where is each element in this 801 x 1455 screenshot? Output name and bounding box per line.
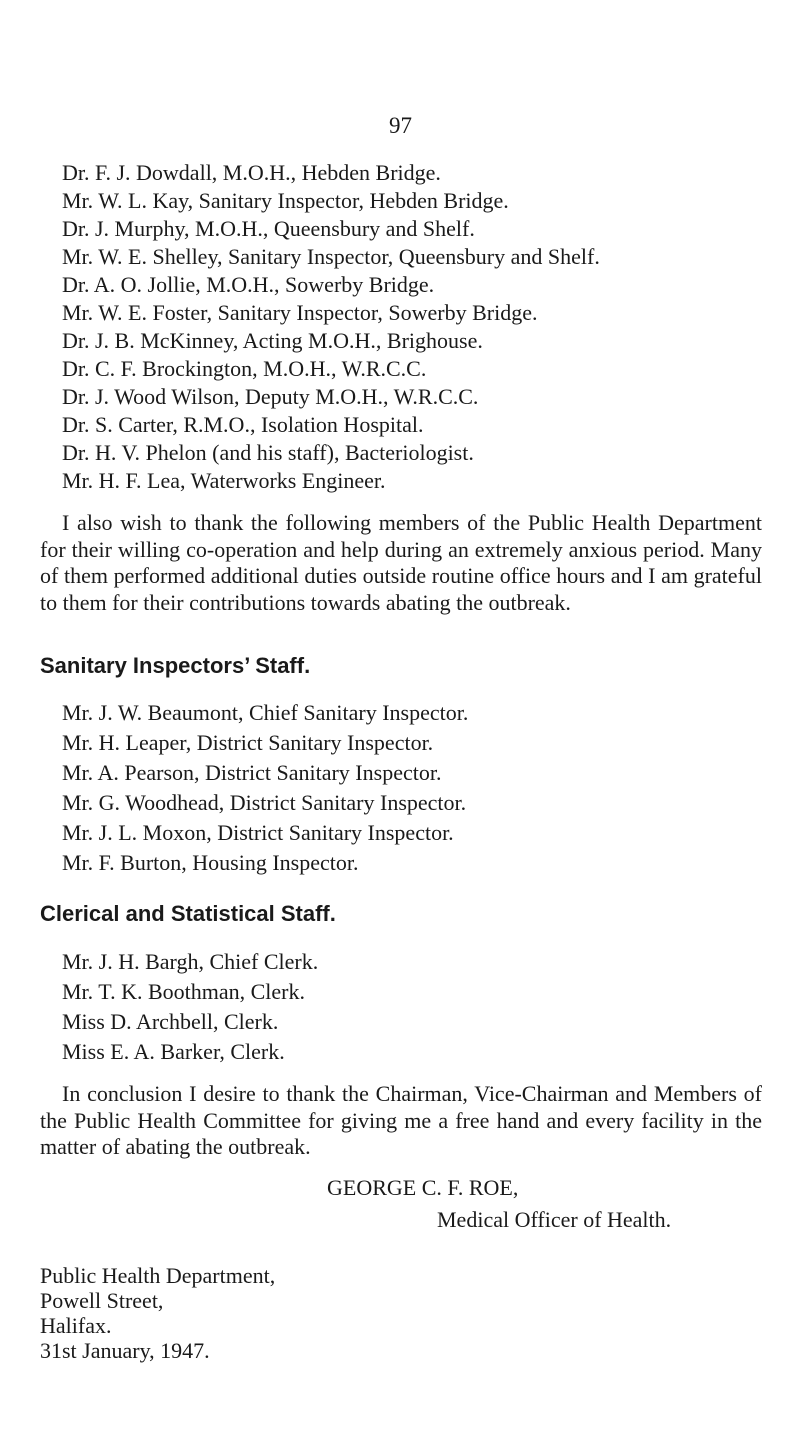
acknowledgement-line: Dr. J. B. McKinney, Acting M.O.H., Brighouse. bbox=[62, 328, 483, 353]
clerical-staff-line: Mr. J. H. Bargh, Chief Clerk. bbox=[62, 949, 319, 974]
clerical-staff-heading: Clerical and Statistical Staff. bbox=[40, 901, 336, 926]
sanitary-staff-line: Mr. J. L. Moxon, District Sanitary Inspector. bbox=[62, 820, 454, 845]
thanks-paragraph bbox=[40, 510, 762, 616]
acknowledgement-line: Dr. A. O. Jollie, M.O.H., Sowerby Bridge. bbox=[62, 272, 435, 297]
acknowledgement-line: Dr. H. V. Phelon (and his staff), Bacteriologist. bbox=[62, 440, 474, 465]
sanitary-staff-line: Mr. F. Burton, Housing Inspector. bbox=[62, 850, 359, 875]
acknowledgement-line: Dr. F. J. Dowdall, M.O.H., Hebden Bridge. bbox=[62, 160, 441, 185]
date-line: 31st January, 1947. bbox=[40, 1338, 210, 1363]
sanitary-staff-line: Mr. H. Leaper, District Sanitary Inspector. bbox=[62, 730, 434, 755]
sanitary-staff-line: Mr. A. Pearson, District Sanitary Inspector. bbox=[62, 760, 442, 785]
acknowledgement-line: Dr. J. Murphy, M.O.H., Queensbury and Shelf. bbox=[62, 216, 475, 241]
signature-name: GEORGE C. F. ROE, bbox=[327, 1175, 519, 1200]
acknowledgement-line: Dr. S. Carter, R.M.O., Isolation Hospital. bbox=[62, 412, 424, 437]
sanitary-staff-heading: Sanitary Inspectors’ Staff. bbox=[40, 653, 311, 678]
sanitary-staff-line: Mr. G. Woodhead, District Sanitary Inspector. bbox=[62, 790, 467, 815]
acknowledgement-line: Mr. W. E. Foster, Sanitary Inspector, Sowerby Bridge. bbox=[62, 300, 538, 325]
clerical-staff-line: Miss D. Archbell, Clerk. bbox=[62, 1009, 279, 1034]
address-line: Powell Street, bbox=[40, 1288, 164, 1313]
acknowledgement-line: Dr. J. Wood Wilson, Deputy M.O.H., W.R.C.C. bbox=[62, 384, 479, 409]
conclusion-paragraph-text: In conclusion I desire to thank the Chairman, Vice-Chairman and Members of the Public Health Committee for giving me a free hand and every facility in the matter of abating the outbreak. bbox=[40, 1081, 762, 1159]
signature-title: Medical Officer of Health. bbox=[437, 1207, 672, 1232]
acknowledgement-line: Dr. C. F. Brockington, M.O.H., W.R.C.C. bbox=[62, 356, 427, 381]
address-line: Halifax. bbox=[40, 1313, 112, 1338]
clerical-staff-line: Miss E. A. Barker, Clerk. bbox=[62, 1039, 285, 1064]
conclusion-paragraph bbox=[40, 1081, 762, 1161]
page-number: 97 bbox=[389, 113, 412, 138]
address-line: Public Health Department, bbox=[40, 1263, 276, 1288]
thanks-paragraph-text: I also wish to thank the following members of the Public Health Department for their willing co-operation and help during an extremely anxious period. Many of them performed additional duties outside routine office hours and I am grateful to them for their contributions towards abating the outbreak. bbox=[40, 510, 762, 615]
clerical-staff-line: Mr. T. K. Boothman, Clerk. bbox=[62, 979, 306, 1004]
acknowledgement-line: Mr. W. L. Kay, Sanitary Inspector, Hebden Bridge. bbox=[62, 188, 509, 213]
acknowledgement-line: Mr. W. E. Shelley, Sanitary Inspector, Queensbury and Shelf. bbox=[62, 244, 600, 269]
acknowledgement-line: Mr. H. F. Lea, Waterworks Engineer. bbox=[62, 468, 386, 493]
sanitary-staff-line: Mr. J. W. Beaumont, Chief Sanitary Inspector. bbox=[62, 700, 469, 725]
